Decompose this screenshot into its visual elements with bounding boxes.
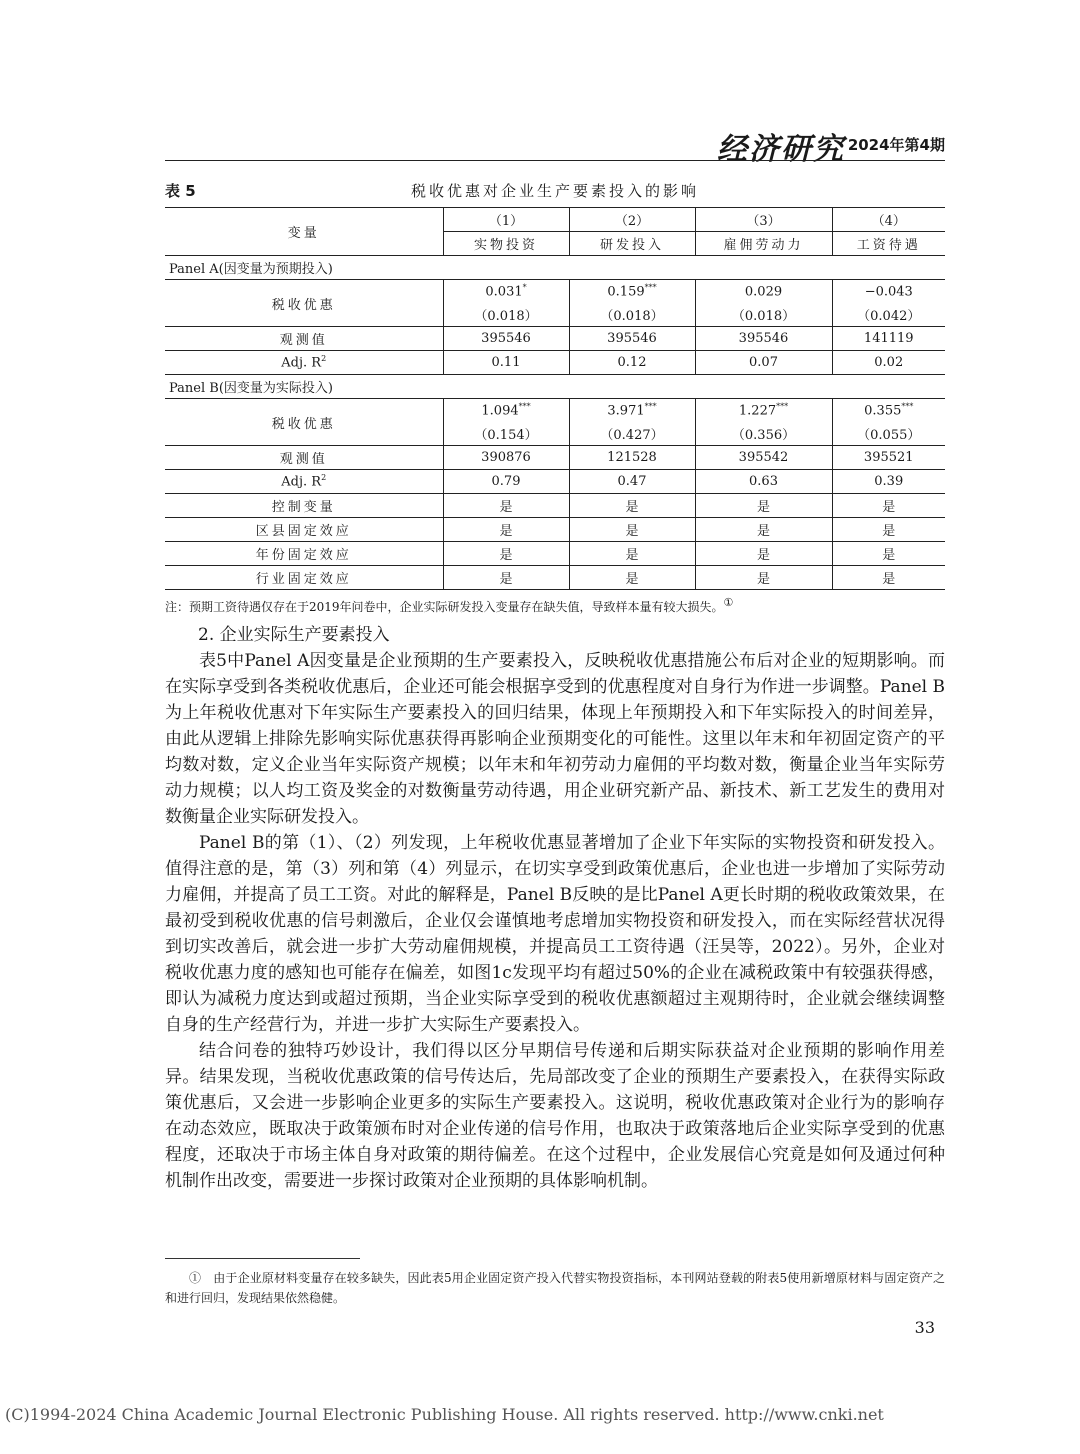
tax-label: 税收优惠 bbox=[165, 399, 443, 446]
se-cell: （0.018） bbox=[695, 303, 832, 327]
col-number: （1） bbox=[443, 208, 569, 232]
control-cell: 是 bbox=[695, 494, 832, 518]
control-cell: 是 bbox=[569, 494, 695, 518]
control-cell: 是 bbox=[695, 518, 832, 542]
obs-label: 观测值 bbox=[165, 327, 443, 351]
se-cell: （0.356） bbox=[695, 422, 832, 446]
control-cell: 是 bbox=[443, 494, 569, 518]
header-rule bbox=[165, 160, 945, 161]
obs-cell: 395546 bbox=[569, 327, 695, 351]
body-text bbox=[165, 648, 945, 1194]
control-cell: 是 bbox=[832, 566, 945, 590]
journal-logo: 经济研究 bbox=[717, 132, 845, 167]
col-number: （2） bbox=[569, 208, 695, 232]
coef-cell: 1.227*** bbox=[695, 399, 832, 423]
panel-a-title: Panel A(因变量为预期投入) bbox=[165, 256, 945, 280]
control-cell: 是 bbox=[569, 542, 695, 566]
adj-r2-label: Adj. $R^2$ bbox=[165, 470, 443, 494]
tax-label: 税收优惠 bbox=[165, 280, 443, 327]
control-cell: 是 bbox=[443, 566, 569, 590]
table-title: 税收优惠对企业生产要素投入的影响 bbox=[410, 182, 699, 200]
page-number: 33 bbox=[914, 1318, 935, 1337]
control-cell: 是 bbox=[569, 518, 695, 542]
coef-cell: −0.043 bbox=[864, 284, 913, 300]
col-name: 雇佣劳动力 bbox=[695, 232, 832, 256]
issue-label: 2024年第4期 bbox=[847, 136, 945, 154]
col-name: 工资待遇 bbox=[832, 232, 945, 256]
copyright-line: (C)1994-2024 China Academic Journal Electronic Publishing House. All rights reserved. http://www.cnki.net bbox=[5, 1405, 884, 1424]
control-label: 年份固定效应 bbox=[165, 542, 443, 566]
control-label: 控制变量 bbox=[165, 494, 443, 518]
obs-cell: 390876 bbox=[443, 446, 569, 470]
coef-cell: 0.029 bbox=[695, 280, 832, 304]
paragraph: 表5中Panel A因变量是企业预期的生产要素投入，反映税收优惠措施公布后对企业的短期影响。而在实际享受到各类税收优惠后，企业还可能会根据享受到的优惠程度对自身行为作进一步调整。Panel B为上年税收优惠对下年实际生产要素投入的回归结果，体现上年预期投入和下年实际投入的时间差异，由此从逻辑上排除先影响实际优惠获得再影响企业预期变化的可能性。这里以年末和年初固定资产的平均数对数，定义企业当年实际资产规模；以年末和年初劳动力雇佣的平均数对数，衡量企业当年实际劳动力规模；以人均工资及奖金的对数衡量劳动待遇，用企业研究新产品、新技术、新工艺发生的费用对数衡量企业实际研发投入。 bbox=[165, 651, 945, 827]
col-name: 研发投入 bbox=[569, 232, 695, 256]
obs-cell: 141119 bbox=[832, 327, 945, 351]
control-cell: 是 bbox=[832, 518, 945, 542]
obs-cell: 395521 bbox=[832, 446, 945, 470]
coef-cell: 0.031* bbox=[443, 280, 569, 304]
col-number: （3） bbox=[695, 208, 832, 232]
obs-label: 观测值 bbox=[165, 446, 443, 470]
table-caption bbox=[165, 178, 945, 202]
obs-cell: 395546 bbox=[443, 327, 569, 351]
section-subheading: 2. 企业实际生产要素投入 bbox=[198, 625, 390, 645]
se-cell: （0.018） bbox=[443, 303, 569, 327]
control-cell: 是 bbox=[832, 494, 945, 518]
control-cell: 是 bbox=[695, 542, 832, 566]
footnote: ① 由于企业原材料变量存在较多缺失，因此表5用企业固定资产投入代替实物投资指标，本刊网站登载的附表5使用新增原材料与固定资产之和进行回归，发现结果依然稳健。 bbox=[165, 1271, 945, 1305]
table-label: 表 5 bbox=[165, 182, 196, 200]
panel-b-title: Panel B(因变量为实际投入) bbox=[165, 375, 945, 399]
control-label: 区县固定效应 bbox=[165, 518, 443, 542]
adj-r2-cell: 0.63 bbox=[695, 470, 832, 494]
running-header bbox=[165, 130, 945, 167]
table-note: 注：预期工资待遇仅存在于2019年问卷中，企业实际研发投入变量存在缺失值，导致样本量有较大损失。① bbox=[165, 596, 734, 614]
se-cell: （0.042） bbox=[832, 303, 945, 327]
adj-r2-cell: 0.11 bbox=[443, 351, 569, 375]
adj-r2-cell: 0.79 bbox=[443, 470, 569, 494]
se-cell: （0.055） bbox=[832, 422, 945, 446]
adj-r2-cell: 0.39 bbox=[832, 470, 945, 494]
adj-r2-cell: 0.47 bbox=[569, 470, 695, 494]
control-cell: 是 bbox=[832, 542, 945, 566]
adj-r2-cell: 0.02 bbox=[832, 351, 945, 375]
se-cell: （0.018） bbox=[569, 303, 695, 327]
control-cell: 是 bbox=[695, 566, 832, 590]
coef-cell: 0.355*** bbox=[864, 402, 914, 419]
control-cell: 是 bbox=[443, 542, 569, 566]
regression-table bbox=[165, 207, 945, 590]
coef-cell: 3.971*** bbox=[569, 399, 695, 423]
coef-cell: 0.159*** bbox=[569, 280, 695, 304]
obs-cell: 395546 bbox=[695, 327, 832, 351]
control-cell: 是 bbox=[443, 518, 569, 542]
obs-cell: 395542 bbox=[695, 446, 832, 470]
paragraph: 结合问卷的独特巧妙设计，我们得以区分早期信号传递和后期实际获益对企业预期的影响作用差异。结果发现，当税收优惠政策的信号传达后，先局部改变了企业的预期生产要素投入，在获得实际政策优惠后，又会进一步影响企业更多的实际生产要素投入。这说明，税收优惠政策对企业行为的影响存在动态效应，既取决于政策颁布时对企业传递的信号作用，也取决于政策落地后企业实际享受到的优惠程度，还取决于市场主体自身对政策的期待偏差。在这个过程中，企业发展信心究竟是如何及通过何种机制作出改变，需要进一步探讨政策对企业预期的具体影响机制。 bbox=[165, 1041, 945, 1191]
adj-r2-label: Adj. $R^2$ bbox=[165, 351, 443, 375]
footnote-rule bbox=[165, 1258, 360, 1259]
col-number: （4） bbox=[832, 208, 945, 232]
se-cell: （0.427） bbox=[569, 422, 695, 446]
se-cell: （0.154） bbox=[443, 422, 569, 446]
coef-cell: 1.094*** bbox=[443, 399, 569, 423]
footnote-mark: ① bbox=[723, 596, 734, 609]
obs-cell: 121528 bbox=[569, 446, 695, 470]
control-cell: 是 bbox=[569, 566, 695, 590]
col-name: 实物投资 bbox=[443, 232, 569, 256]
var-header: 变量 bbox=[165, 208, 443, 256]
paragraph: Panel B的第（1）、（2）列发现，上年税收优惠显著增加了企业下年实际的实物投资和研发投入。值得注意的是，第（3）列和第（4）列显示，在切实享受到政策优惠后，企业也进一步增加了实际劳动力雇佣，并提高了员工工资。对此的解释是，Panel B反映的是比Panel A更长时期的税收政策效果，在最初受到税收优惠的信号刺激后，企业仅会谨慎地考虑增加实物投资和研发投入，而在实际经营状况得到切实改善后，就会进一步扩大劳动雇佣规模，并提高员工工资待遇（汪昊等，2022）。另外，企业对税收优惠力度的感知也可能存在偏差，如图1c发现平均有超过50%的企业在减税政策中有较强获得感，即认为减税力度达到或超过预期，当企业实际享受到的税收优惠额超过主观期待时，企业就会继续调整自身的生产经营行为，并进一步扩大实际生产要素投入。 bbox=[165, 833, 945, 1035]
adj-r2-cell: 0.12 bbox=[569, 351, 695, 375]
control-label: 行业固定效应 bbox=[165, 566, 443, 590]
adj-r2-cell: 0.07 bbox=[695, 351, 832, 375]
